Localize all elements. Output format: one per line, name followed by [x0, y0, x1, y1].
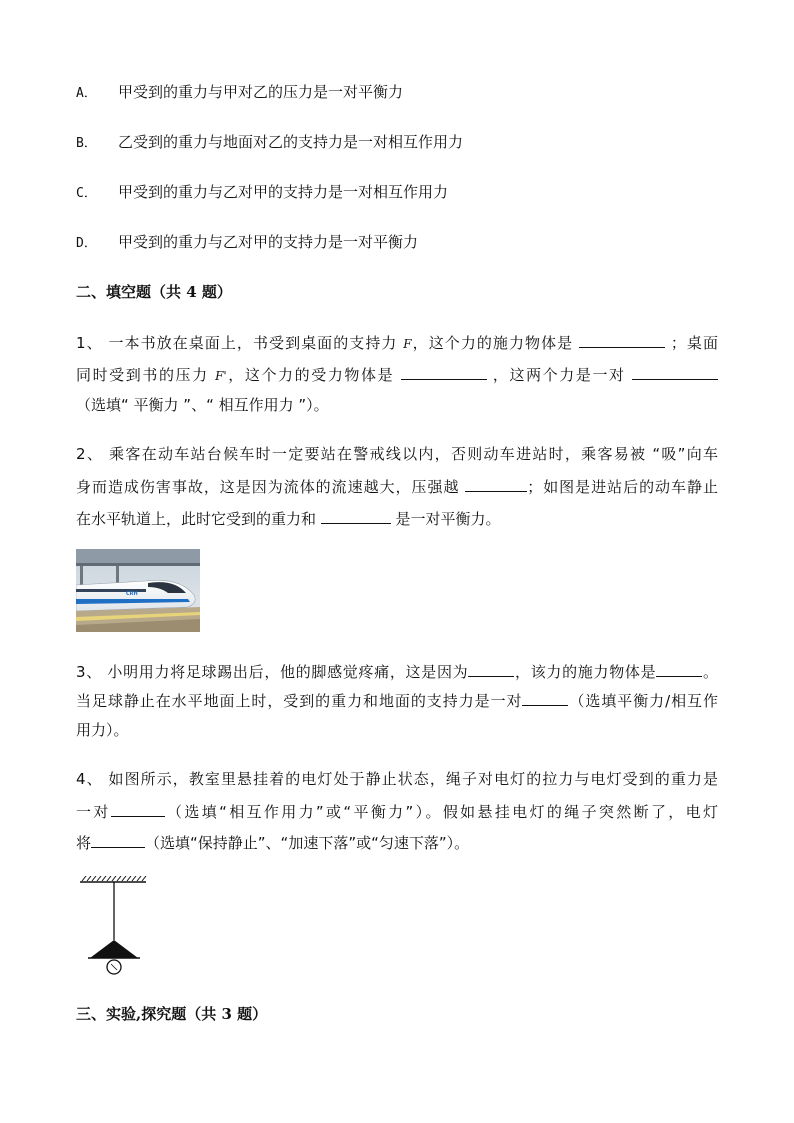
q2-text: ；如图是进站后的动车静止 — [527, 478, 718, 496]
q4-line-3 — [76, 832, 718, 853]
answer-blank[interactable] — [656, 661, 702, 677]
train-logo: CRH — [126, 591, 138, 597]
train-illustration — [76, 549, 200, 632]
force-symbol: F — [403, 337, 412, 351]
q1-line-1 — [76, 332, 718, 354]
answer-blank[interactable] — [401, 364, 487, 380]
answer-blank[interactable] — [579, 332, 665, 348]
q4-text: 一对 — [76, 803, 111, 821]
q4-text: 将 — [76, 834, 92, 852]
q1-text: ，这个力的受力物体是 — [226, 366, 401, 384]
option-a — [76, 82, 718, 104]
q3-line-1 — [76, 661, 718, 682]
q4-text: （选填“保持静止”、“加速下落”或“匀速下落”）。 — [145, 834, 470, 852]
q3-line-3: 用力）。 — [76, 721, 129, 739]
answer-blank[interactable] — [91, 832, 145, 848]
q1-text: ，这个力的施力物体是 — [411, 334, 580, 352]
q1-text: 1、 一本书放在桌面上，书受到桌面的支持力 — [76, 334, 404, 352]
q2-text: 身而造成伤害事故，这是因为流体的流速越大，压强越 — [76, 478, 466, 496]
q1-line-2 — [76, 364, 718, 386]
option-letter: D． — [76, 236, 97, 251]
section-heading-fill-in: 二、填空题（共 4 题） — [76, 283, 232, 301]
q2-line-1: 2、 乘客在动车站台候车时一定要站在警戒线以内，否则动车进站时，乘客易被 “吸”向车 — [76, 445, 718, 463]
q1-text: ；桌面 — [665, 334, 718, 352]
option-text: 甲受到的重力与甲对乙的压力是一对平衡力 — [118, 83, 404, 101]
option-text: 乙受到的重力与地面对乙的支持力是一对相互作用力 — [118, 133, 464, 151]
lamp-icon — [76, 876, 148, 980]
answer-blank[interactable] — [522, 690, 568, 706]
answer-blank[interactable] — [111, 801, 165, 817]
option-d — [76, 232, 718, 254]
q3-text: （选填平衡力/相互作 — [568, 692, 718, 710]
option-text: 甲受到的重力与乙对甲的支持力是一对相互作用力 — [118, 183, 449, 201]
q4-line-1: 4、 如图所示，教室里悬挂着的电灯处于静止状态，绳子对电灯的拉力与电灯受到的重力是 — [76, 770, 718, 788]
force-symbol: F' — [215, 369, 227, 383]
q2-text: 是一对平衡力。 — [390, 510, 501, 528]
option-letter: C． — [76, 186, 97, 201]
q3-text: 。 — [702, 663, 718, 681]
answer-blank[interactable] — [632, 364, 718, 380]
q3-text: 当足球静止在水平地面上时，受到的重力和地面的支持力是一对 — [76, 692, 523, 710]
answer-blank[interactable] — [468, 661, 514, 677]
option-text: 甲受到的重力与乙对甲的支持力是一对平衡力 — [118, 233, 419, 251]
option-letter: A． — [76, 86, 97, 101]
q3-line-2 — [76, 690, 718, 711]
q1-text: ，这两个力是一对 — [486, 366, 632, 384]
q2-line-2 — [76, 476, 718, 497]
answer-blank[interactable] — [465, 476, 527, 492]
q4-text: （选填“相互作用力”或“平衡力”）。假如悬挂电灯的绳子突然断了，电灯 — [164, 803, 718, 821]
q4-line-2 — [76, 801, 718, 822]
option-letter: B． — [76, 136, 97, 151]
train-photo — [76, 549, 200, 632]
q1-line-3: （选填“ 平衡力 ”、“ 相互作用力 ”）。 — [76, 396, 329, 414]
answer-blank[interactable] — [321, 508, 391, 524]
q3-text: 3、 小明用力将足球踢出后，他的脚感觉疼痛，这是因为 — [76, 663, 469, 681]
section-heading-experiment: 三、实验,探究题（共 3 题） — [76, 1005, 268, 1023]
q2-line-3 — [76, 508, 718, 529]
option-b — [76, 132, 718, 154]
option-c — [76, 182, 718, 204]
q2-text: 在水平轨道上，此时它受到的重力和 — [76, 510, 321, 528]
hanging-lamp-diagram — [76, 876, 148, 980]
q1-text: 同时受到书的压力 — [76, 366, 216, 384]
q3-text: ，该力的施力物体是 — [514, 663, 657, 681]
